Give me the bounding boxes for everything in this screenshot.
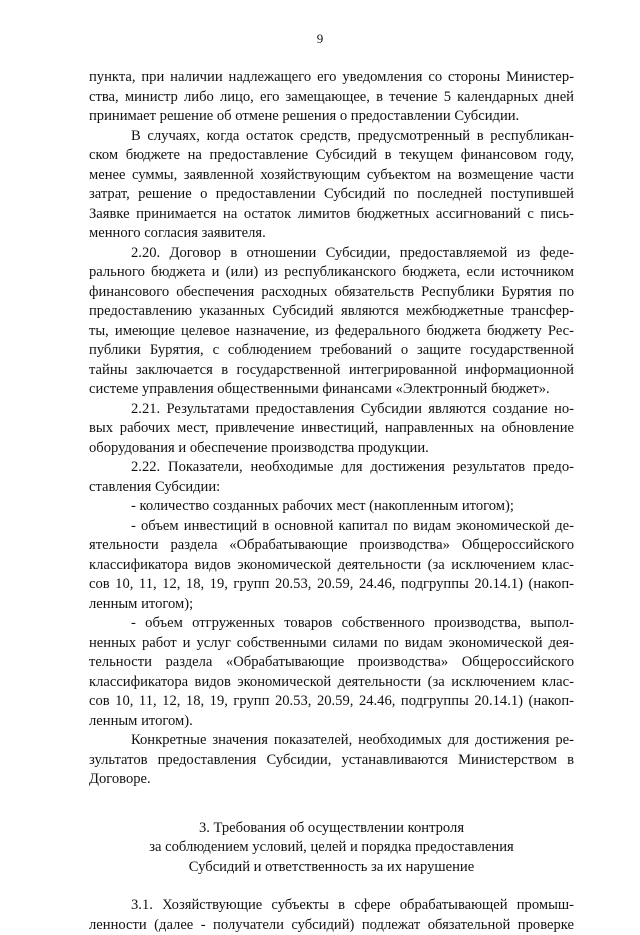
text-line: 2.22. Показатели, необходимые для достижения результатов предо- bbox=[89, 458, 574, 478]
text-line: пункта, при наличии надлежащего его уведомления со стороны Министер- bbox=[89, 68, 574, 88]
text-line: - количество созданных рабочих мест (накопленным итогом); bbox=[89, 497, 574, 517]
list-item bbox=[89, 614, 574, 731]
text-line: классификатора видов экономической деятельности (за исключением клас- bbox=[89, 556, 574, 576]
text-line: - объем отгруженных товаров собственного производства, выпол- bbox=[89, 614, 574, 634]
spacer bbox=[89, 877, 574, 896]
text-line: менее суммы, заявленной хозяйствующим субъектом на возмещение части bbox=[89, 166, 574, 186]
section-heading-line: Субсидий и ответственность за их нарушение bbox=[89, 858, 574, 878]
section-heading bbox=[89, 819, 574, 878]
text-line: - объем инвестиций в основной капитал по видам экономической де- bbox=[89, 517, 574, 537]
text-line: ятельности раздела «Обрабатывающие производства» Общероссийского bbox=[89, 536, 574, 556]
text-line: сов 10, 11, 12, 18, 19, групп 20.53, 20.59, 24.46, подгруппы 20.14.1) (накоп- bbox=[89, 692, 574, 712]
paragraph-0 bbox=[89, 68, 574, 127]
text-line: зультатов предоставления Субсидии, устанавливаются Министерством в bbox=[89, 751, 574, 771]
text-line: ленности (далее - получатели субсидий) подлежат обязательной проверке bbox=[89, 916, 574, 935]
spacer bbox=[89, 790, 574, 819]
section-heading-line: за соблюдением условий, целей и порядка предоставления bbox=[89, 838, 574, 858]
text-line: ненных работ и услуг собственными силами по видам экономической дея- bbox=[89, 634, 574, 654]
paragraph-9 bbox=[89, 896, 574, 935]
text-line: ленным итогом); bbox=[89, 595, 574, 615]
text-line: предоставлению указанных Субсидий являются межбюджетные трансфер- bbox=[89, 302, 574, 322]
text-line: ты, имеющие целевое назначение, из федерального бюджета бюджету Рес- bbox=[89, 322, 574, 342]
text-line: 2.20. Договор в отношении Субсидии, предоставляемой из феде- bbox=[89, 244, 574, 264]
text-line: ленным итогом). bbox=[89, 712, 574, 732]
text-line: Договоре. bbox=[89, 770, 574, 790]
document-body bbox=[89, 68, 574, 935]
text-line: публики Бурятия, с соблюдением требований о защите государственной bbox=[89, 341, 574, 361]
text-line: ском бюджете на предоставление Субсидий в текущем финансовом году, bbox=[89, 146, 574, 166]
text-line: Конкретные значения показателей, необходимых для достижения ре- bbox=[89, 731, 574, 751]
text-line: оборудования и обеспечение производства продукции. bbox=[89, 439, 574, 459]
text-line: Заявке принимается на остаток лимитов бюджетных ассигнований с пись- bbox=[89, 205, 574, 225]
text-line: системе управления общественными финансами «Электронный бюджет». bbox=[89, 380, 574, 400]
text-line: тайны заключается в государственной интегрированной информационной bbox=[89, 361, 574, 381]
text-line: сов 10, 11, 12, 18, 19, групп 20.53, 20.59, 24.46, подгруппы 20.14.1) (накоп- bbox=[89, 575, 574, 595]
text-line: ства, министр либо лицо, его замещающее, в течение 5 календарных дней bbox=[89, 88, 574, 108]
text-line: менного согласия заявителя. bbox=[89, 224, 574, 244]
text-line: В случаях, когда остаток средств, предусмотренный в республикан- bbox=[89, 127, 574, 147]
list-item bbox=[89, 497, 574, 517]
paragraph-4 bbox=[89, 458, 574, 497]
text-line: затрат, решение о предоставлении Субсидий по последней поступившей bbox=[89, 185, 574, 205]
text-line: 3.1. Хозяйствующие субъекты в сфере обрабатывающей промыш- bbox=[89, 896, 574, 916]
paragraph-3 bbox=[89, 400, 574, 459]
paragraph-8 bbox=[89, 731, 574, 790]
text-line: финансового обеспечения расходных обязательств Республики Бурятия по bbox=[89, 283, 574, 303]
paragraph-2 bbox=[89, 244, 574, 400]
text-line: тельности раздела «Обрабатывающие производства» Общероссийского bbox=[89, 653, 574, 673]
text-line: 2.21. Результатами предоставления Субсидии являются создание но- bbox=[89, 400, 574, 420]
text-line: принимает решение об отмене решения о предоставлении Субсидии. bbox=[89, 107, 574, 127]
text-line: рального бюджета и (или) из республиканского бюджета, если источником bbox=[89, 263, 574, 283]
section-heading-line: 3. Требования об осуществлении контроля bbox=[89, 819, 574, 839]
list-item bbox=[89, 517, 574, 615]
text-line: вых рабочих мест, привлечение инвестиций, направленных на обновление bbox=[89, 419, 574, 439]
text-line: классификатора видов экономической деятельности (за исключением клас- bbox=[89, 673, 574, 693]
text-line: ставления Субсидии: bbox=[89, 478, 574, 498]
page-number: 9 bbox=[0, 31, 640, 47]
paragraph-1 bbox=[89, 127, 574, 244]
